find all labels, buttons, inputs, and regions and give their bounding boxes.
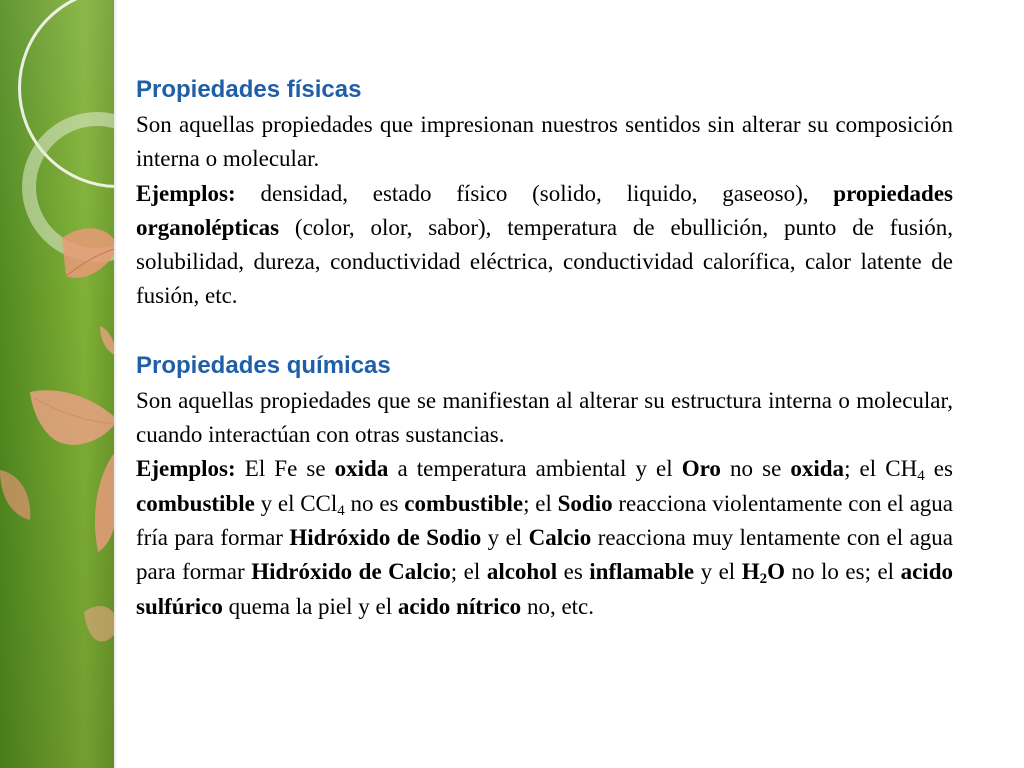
- keyword-bold: combustible: [404, 490, 524, 516]
- sidebar-edge-shadow: [114, 0, 117, 768]
- leaf-shape: [62, 228, 114, 278]
- keyword-bold: acido nítrico: [397, 593, 522, 619]
- examples-bold: propiedades organolépticas: [136, 180, 953, 240]
- examples-label: Ejemplos:: [136, 180, 236, 206]
- examples-text: a temperatura ambiental y el: [388, 456, 682, 482]
- examples-text: ; el: [450, 559, 487, 585]
- leaves-decoration: [0, 0, 114, 768]
- examples-text: reacciona violentamente con el agua fría para formar: [136, 490, 953, 550]
- formula-part: H: [741, 559, 760, 585]
- section-spacer: [136, 314, 953, 348]
- subscript: 2: [759, 571, 768, 588]
- keyword-bold: inflamable: [589, 559, 695, 585]
- keyword-bold: Hidróxido de Calcio: [251, 559, 451, 585]
- keyword-bold: Hidróxido de Sodio: [289, 524, 482, 550]
- examples-text: y el: [481, 524, 529, 550]
- physical-examples: [136, 177, 953, 314]
- leaf-shape: [0, 470, 30, 520]
- keyword-bold: Oro: [681, 456, 721, 482]
- examples-text: es: [557, 559, 590, 585]
- examples-text: ; el CH: [844, 456, 918, 482]
- subscript: 4: [917, 468, 925, 485]
- subscript: 4: [337, 502, 345, 519]
- examples-text: y el CCl: [254, 490, 338, 516]
- examples-text: (color, olor, sabor), temperatura de ebullición, punto de fusión, solubilidad, dureza, conductividad eléctrica, conductividad calorífica, calor latente de fusión, etc.: [136, 214, 953, 309]
- keyword-bold: acido sulfúrico: [136, 559, 953, 619]
- examples-text: quema la piel y el: [222, 593, 398, 619]
- examples-label: Ejemplos:: [136, 456, 236, 482]
- examples-text: no es: [344, 490, 405, 516]
- examples-text: no se: [720, 456, 791, 482]
- leaf-shape: [30, 390, 114, 445]
- examples-text: y el: [694, 559, 742, 585]
- keyword-bold: oxida: [790, 456, 845, 482]
- physical-definition: Son aquellas propiedades que impresionan nuestros sentidos sin alterar su composición interna o molecular.: [136, 112, 953, 172]
- examples-text: es: [924, 456, 953, 482]
- examples-text: El Fe se: [235, 456, 335, 482]
- keyword-bold: Sodio: [557, 490, 613, 516]
- section-chemical-title: Propiedades químicas: [136, 351, 391, 379]
- section-physical-title: Propiedades físicas: [136, 76, 362, 103]
- decorative-sidebar: [0, 0, 114, 768]
- leaf-shape: [95, 448, 114, 552]
- keyword-bold: Calcio: [528, 524, 592, 550]
- examples-text: no, etc.: [521, 593, 594, 619]
- chemical-examples: [136, 452, 953, 623]
- chemical-definition: Son aquellas propiedades que se manifiestan al alterar su estructura interna o molecular, cuando interactúan con otras sustancias.: [136, 387, 953, 448]
- keyword-bold: oxida: [334, 456, 389, 482]
- examples-text: densidad, estado físico (solido, liquido, gaseoso),: [235, 180, 834, 206]
- keyword-bold: [741, 559, 785, 588]
- slide-content: [136, 72, 953, 624]
- formula-part: O: [767, 559, 785, 585]
- examples-text: ; el: [523, 490, 558, 516]
- leaf-shape: [84, 606, 114, 642]
- examples-text: no lo es; el: [784, 559, 901, 585]
- keyword-bold: combustible: [136, 490, 255, 516]
- examples-text: reacciona muy lentamente con el agua para formar: [136, 524, 953, 585]
- leaf-shape: [100, 326, 114, 356]
- keyword-bold: alcohol: [486, 559, 558, 585]
